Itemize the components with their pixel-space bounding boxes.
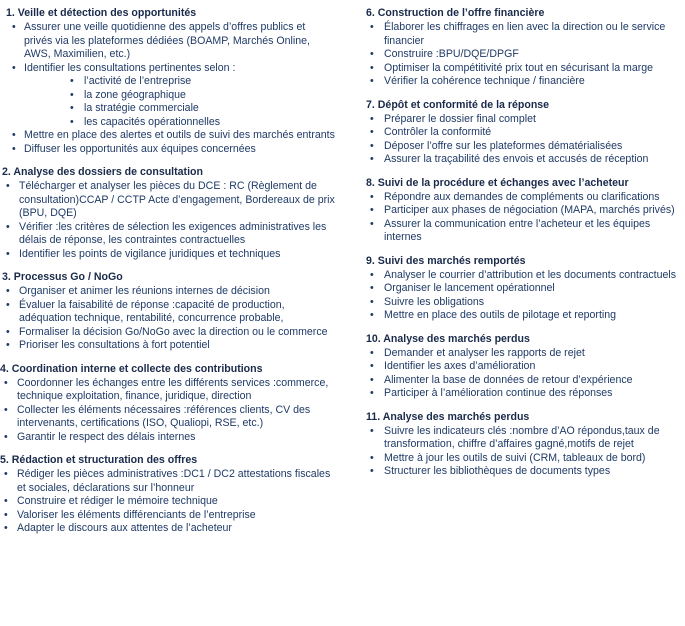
section-title: 11. Analyse des marchés perdus [366, 410, 530, 423]
bullet-list [366, 191, 682, 245]
list-item: • Élaborer les chiffrages en lien avec la direction ou le service financier [366, 21, 682, 48]
list-item: • Construire et rédiger le mémoire technique [0, 495, 335, 509]
section-title: 4. Coordination interne et collecte des contributions [0, 362, 263, 375]
bullet-list [0, 468, 335, 536]
list-item: • Suivre les obligations [366, 296, 682, 310]
sub-list-item: • les capacités opérationnelles [24, 116, 335, 130]
list-item: • Assurer la traçabilité des envois et accusés de réception [366, 153, 682, 167]
list-item: • Collecter les éléments nécessaires :références clients, CV des intervenants, certifications (ISO, Qualiopi, RSE, etc.) [0, 404, 335, 431]
section-title: 8. Suivi de la procédure et échanges avec l’acheteur [366, 176, 629, 189]
list-item: • Organiser et animer les réunions internes de décision [2, 285, 335, 299]
section-marches-perdus [366, 332, 682, 401]
section-analyse-dossiers [2, 165, 335, 261]
bullet-list [366, 347, 682, 401]
section-coordination [0, 362, 335, 445]
list-item: • Vérifier :les critères de sélection les exigences administratives les délais de réponse, les contraintes contractuelles [2, 221, 335, 248]
list-item: • Assurer une veille quotidienne des appels d’offres publics et privés via les plateformes dédiées (BOAMP, Marchés Online, AWS, Maximilien, etc.) [6, 21, 335, 62]
list-item: • Télécharger et analyser les pièces du DCE : RC (Règlement de consultation)CCAP / CCTP Acte d’engagement, Bordereaux de prix (BPU, DQE) [2, 180, 335, 221]
bullet-list [366, 21, 682, 89]
list-item: • Préparer le dossier final complet [366, 113, 682, 127]
list-item: • Suivre les indicateurs clés :nombre d’AO répondus,taux de transformation, chiffre d’affaires gagné,motifs de rejet [366, 425, 682, 452]
list-item: • Contrôler la conformité [366, 126, 682, 140]
section-veille [6, 6, 335, 156]
section-suivi-procedure [366, 176, 682, 245]
section-title: 5. Rédaction et structuration des offres [0, 454, 198, 466]
section-title: 10. Analyse des marchés perdus [366, 332, 530, 345]
list-item: • Analyser le courrier d’attribution et les documents contractuels [366, 269, 682, 283]
section-go-nogo [2, 270, 335, 353]
list-item: • Coordonner les échanges entre les différents services :commerce, technique exploitation, finance, juridique, direction [0, 377, 335, 404]
sub-list-item: • la stratégie commerciale [24, 102, 335, 116]
section-title: 9. Suivi des marchés remportés [366, 254, 526, 267]
list-item: • Identifier les points de vigilance juridiques et techniques [2, 248, 335, 262]
section-marches-remportes [366, 254, 682, 323]
list-item: • Organiser le lancement opérationnel [366, 282, 682, 296]
section-depot [366, 98, 682, 167]
list-item: • Vérifier la cohérence technique / financière [366, 75, 682, 89]
list-item: • Structurer les bibliothèques de documents types [366, 465, 682, 479]
bullet-list [6, 21, 335, 156]
section-title: 6. Construction de l’offre financière [366, 7, 545, 19]
section-title: 1. Veille et détection des opportunités [6, 7, 197, 19]
list-item: • Formaliser la décision Go/NoGo avec la direction ou le commerce [2, 326, 335, 340]
list-item: • Alimenter la base de données de retour d’expérience [366, 374, 682, 388]
bullet-list [2, 180, 335, 261]
list-item: • Mettre en place des outils de pilotage et reporting [366, 309, 682, 323]
section-title: 2. Analyse des dossiers de consultation [2, 166, 203, 178]
sub-list-item: • l’activité de l’entreprise [24, 75, 335, 89]
list-item: • Construire :BPU/DQE/DPGF [366, 48, 682, 62]
section-redaction [0, 453, 335, 536]
list-item: • Participer aux phases de négociation (MAPA, marchés privés) [366, 204, 682, 218]
list-item: • Identifier les consultations pertinentes selon : • l’activité de l’entreprise • la zone géographique • la stratégie commerciale • les capacités opérationnelles [6, 62, 335, 130]
section-title: 3. Processus Go / NoGo [2, 271, 123, 283]
list-item: • Répondre aux demandes de compléments ou clarifications [366, 191, 682, 205]
list-item: • Garantir le respect des délais internes [0, 431, 335, 445]
list-item: • Valoriser les éléments différenciants de l’entreprise [0, 509, 335, 523]
list-item: • Mettre à jour les outils de suivi (CRM, tableaux de bord) [366, 452, 682, 466]
list-item: • Diffuser les opportunités aux équipes concernées [6, 143, 335, 157]
section-offre-financiere [366, 6, 682, 89]
sub-list-item: • la zone géographique [24, 89, 335, 103]
bullet-list [0, 377, 335, 445]
section-indicateurs [366, 410, 682, 479]
bullet-list [366, 425, 682, 479]
bullet-list [366, 113, 682, 167]
list-item: • Assurer la communication entre l’acheteur et les équipes internes [366, 218, 682, 245]
left-column [0, 6, 335, 545]
list-item: • Évaluer la faisabilité de réponse :capacité de production, adéquation technique, rentabilité, concurrence probable, [2, 299, 335, 326]
section-title: 7. Dépôt et conformité de la réponse [366, 98, 550, 111]
list-item: • Mettre en place des alertes et outils de suivi des marchés entrants [6, 129, 335, 143]
list-item: • Identifier les axes d’amélioration [366, 360, 682, 374]
sub-list [24, 75, 335, 129]
list-item: • Déposer l’offre sur les plateformes dématérialisées [366, 140, 682, 154]
list-item: • Rédiger les pièces administratives :DC1 / DC2 attestations fiscales et sociales, déclarations sur l’honneur [0, 468, 335, 495]
list-item: • Participer à l’amélioration continue des réponses [366, 387, 682, 401]
list-item: • Optimiser la compétitivité prix tout en sécurisant la marge [366, 62, 682, 76]
right-column [366, 6, 682, 488]
list-item: • Prioriser les consultations à fort potentiel [2, 339, 335, 353]
list-item: • Adapter le discours aux attentes de l’acheteur [0, 522, 335, 536]
list-item: • Demander et analyser les rapports de rejet [366, 347, 682, 361]
bullet-list [366, 269, 682, 323]
bullet-list [2, 285, 335, 353]
